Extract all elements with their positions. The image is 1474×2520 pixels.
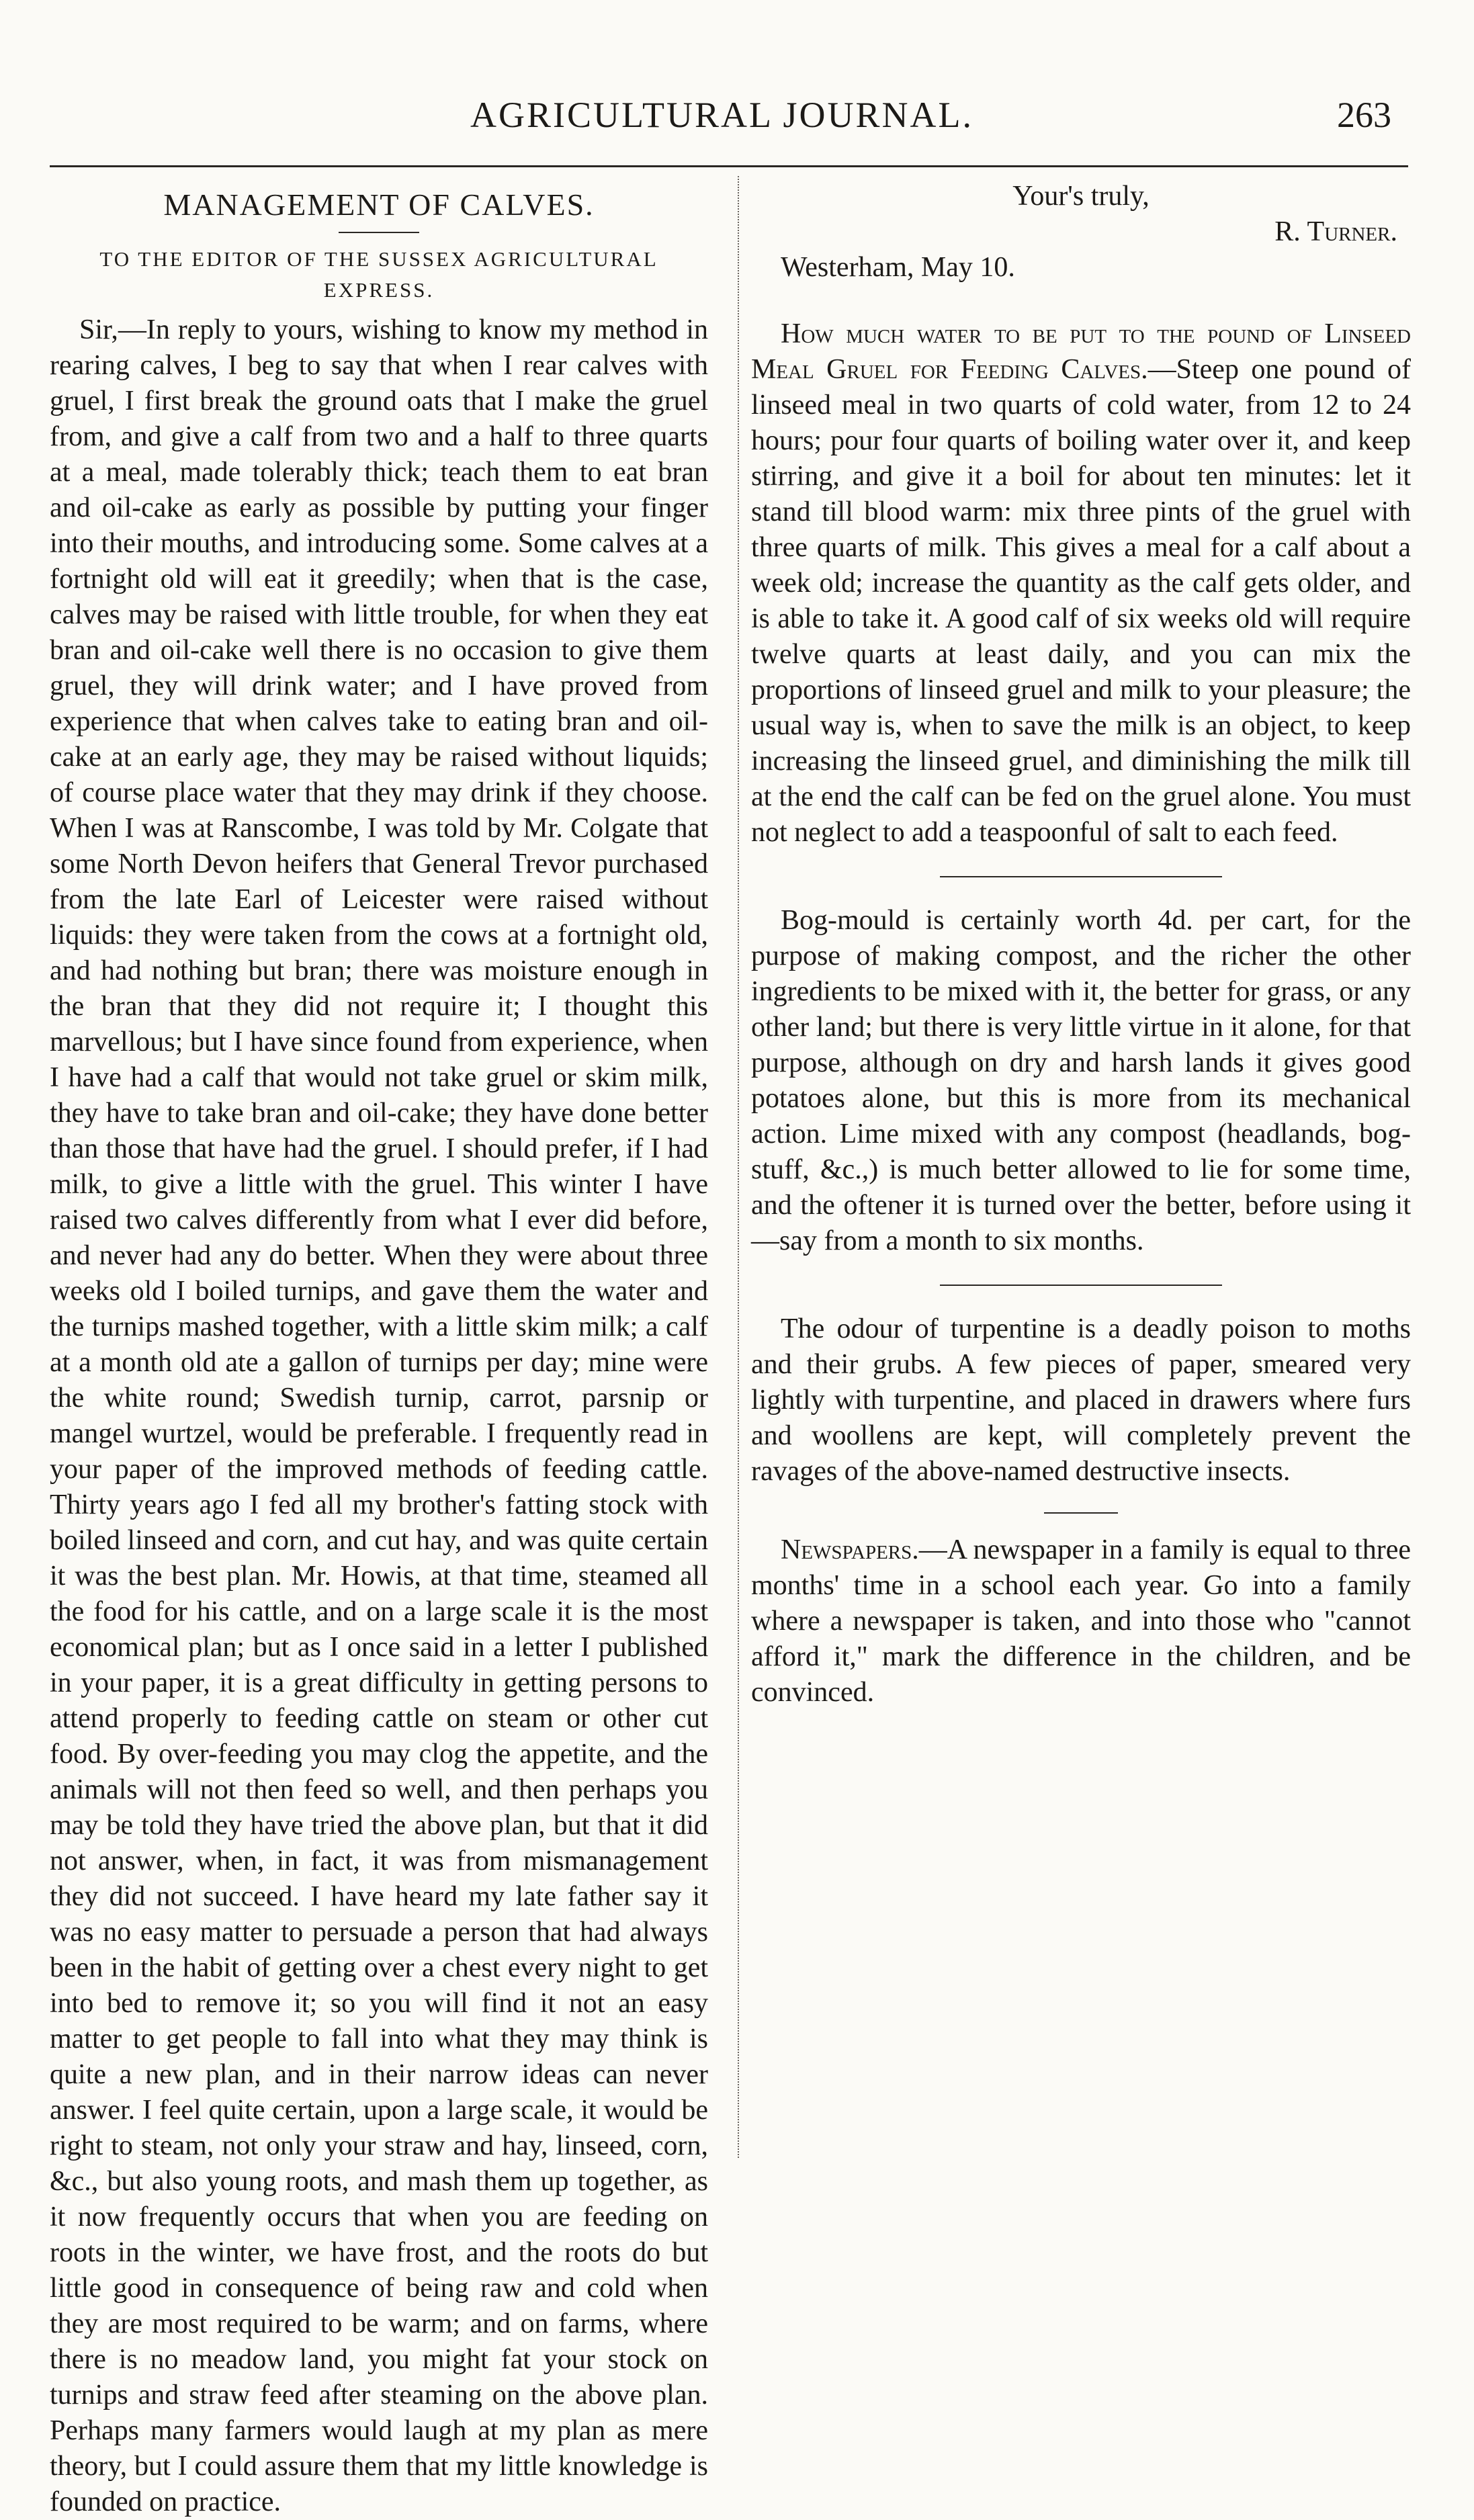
letter-place-date: Westerham, May 10. — [781, 252, 1015, 283]
newspapers-heading: Newspapers. — [781, 1534, 919, 1565]
newspapers-body: —A newspaper in a family is equal to three months' time in a school each year. Go into a family where a newspaper is taken, and into those who "cannot afford it," mark the difference in the children, and be convinced. — [751, 1534, 1411, 1708]
gruel-article — [751, 316, 1411, 851]
column-divider — [738, 176, 739, 2158]
right-column — [751, 176, 1411, 1710]
section-rule — [1044, 1512, 1118, 1514]
gruel-heading: How much water to be put to the pound of Linseed Meal Gruel for Feeding Calves. — [751, 318, 1411, 385]
section-rule — [940, 876, 1222, 877]
page-number: 263 — [1337, 95, 1391, 135]
letter-body: Sir,—In reply to yours, wishing to know my method in rearing calves, I beg to say that when I rear calves with gruel, I first break the ground oats that I make the gruel from, and give a calf from two and a half to three quarts at a meal, made tolerably thick; teach them to eat bran and oil-cake as early as possible by putting your finger into their mouths, and introducing some. Some calves at a fortnight old will eat it greedily; when that is the case, calves may be raised with little trouble, for when they eat bran and oil-cake well there is no occasion to give them gruel, they will drink water; and I have proved from experience that when calves take to eating bran and oil-cake at an early age, they may be raised without liquids; of course place water that they may drink if they choose. When I was at Ranscombe, I was told by Mr. Colgate that some North Devon heifers that General Trevor purchased from the late Earl of Leicester were raised without liquids: they were taken from the cows at a fortnight old, and had nothing but bran; there was moisture enough in the bran that they did not require it; I thought this marvellous; but I have since found from experience, when I have had a calf that would not take gruel or skim milk, they have to take bran and oil-cake; they have done better than those that have had the gruel. I should prefer, if I had milk, to give a little with the gruel. This winter I have raised two calves differently from what I ever did before, and never had any do better. When they were about three weeks old I boiled turnips, and gave them the water and the turnips mashed together, with a little skim milk; a calf at a month old ate a gallon of turnips per day; mine were the white round; Swedish turnip, carrot, parsnip or mangel wurtzel, would be preferable. I frequently read in your paper of the improved methods of feeding cattle. Thirty years ago I fed all my brother's fatting stock with boiled linseed and corn, and cut hay, and was quite certain it was the best plan. Mr. Howis, at that time, steamed all the food for his cattle, and on a large scale it is the most economical plan; but as I once said in a letter I published in your paper, it is a great difficulty in getting persons to attend properly to feeding cattle on steam or other cut food. By over-feeding you may clog the appetite, and the animals will not then feed so well, and then perhaps you may be told they have tried the above plan, but that it did not answer, when, in fact, it was from mismanagement they did not succeed. I have heard my late father say it was no easy matter to persuade a person that had always been in the habit of getting over a chest every night to get into bed to remove it; so you will find it not an easy matter to get people to fall into what they may think is quite a new plan, and in their narrow ideas can never answer. I feel quite certain, upon a large scale, it would be right to steam, not only your straw and hay, linseed, corn, &c., but also young roots, and mash them up together, as it now frequently occurs that when you are feeding on roots in the winter, we have frost, and the roots do but little good in consequence of being raw and cold when they are most required to be warm; and on farms, where there is no meadow land, you might fat your stock on turnips and straw feed after steaming on the above plan. Perhaps many farmers would laugh at my plan as mere theory, but I could assure them that my little knowledge is founded on practice. — [50, 314, 708, 2517]
left-column — [50, 176, 708, 2520]
title-rule — [339, 232, 419, 233]
letter-signature: R. Turner. — [1274, 216, 1397, 247]
header-rule — [50, 165, 1408, 167]
section-rule — [940, 1285, 1222, 1286]
turpentine-article: The odour of turpentine is a deadly poison to moths and their grubs. A few pieces of paper, smeared very lightly with turpentine, and placed in drawers where furs and woollens are kept, will completely prevent the ravages of the above-named destructive insects. — [751, 1313, 1411, 1487]
running-title: AGRICULTURAL JOURNAL. — [470, 95, 974, 135]
letter-closing: Your's truly, — [1012, 181, 1150, 212]
gruel-body: —Steep one pound of linseed meal in two quarts of cold water, from 12 to 24 hours; pour four quarts of boiling water over it, and keep stirring, and give it a boil for about ten minutes: let it stand till blood warm: mix three pints of the gruel with three quarts of milk. This gives a meal for a calf about a week old; increase the quantity as the calf gets older, and is able to take it. A good calf of six weeks old will require twelve quarts at least daily, and you can mix the proportions of linseed gruel and milk to your pleasure; the usual way is, when to save the milk is an object, to keep increasing the linseed gruel, and diminishing the milk till at the end the calf can be fed on the gruel alone. You must not neglect to add a teaspoonful of salt to each feed. — [751, 354, 1411, 848]
newspapers-article — [751, 1532, 1411, 1710]
article-addressee: TO THE EDITOR OF THE SUSSEX AGRICULTURAL EXPRESS. — [99, 247, 658, 302]
bog-mould-article: Bog-mould is certainly worth 4d. per cart, for the purpose of making compost, and the richer the other ingredients to be mixed with it, the better for grass, or any other land; but there is very little virtue in it alone, for that purpose, although on dry and harsh lands it gives good potatoes alone, but this is more from its mechanical action. Lime mixed with any compost (headlands, bog-stuff, &c.,) is much better allowed to lie for some time, and the oftener it is turned over the better, before using it—say from a month to six months. — [751, 905, 1411, 1256]
article-title-calves: MANAGEMENT OF CALVES. — [163, 187, 595, 222]
